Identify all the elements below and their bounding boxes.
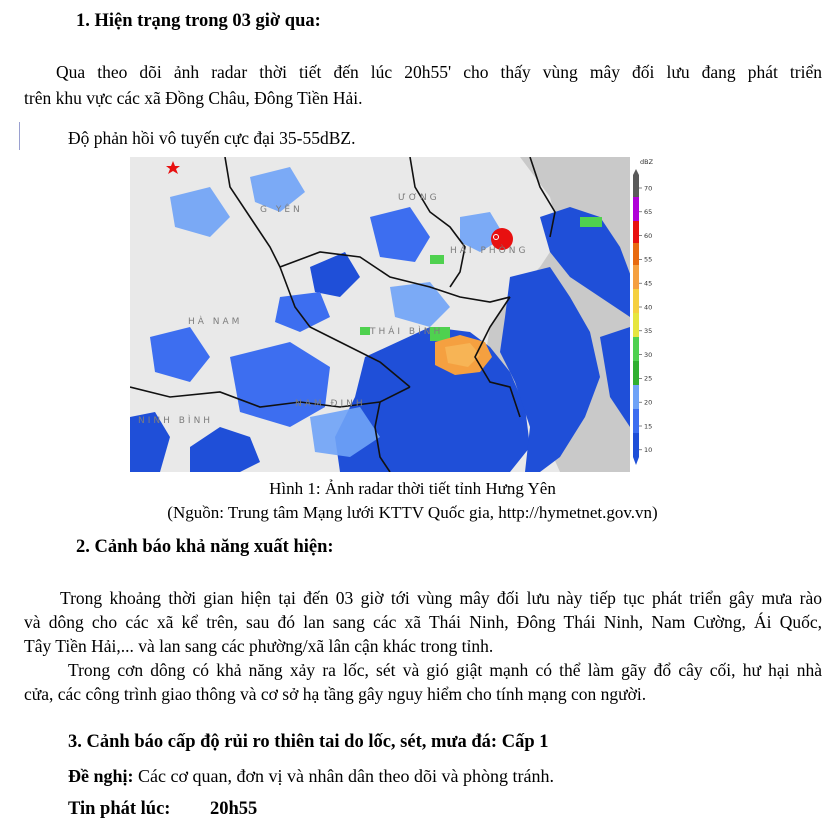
legend-tick-label: 40 — [644, 303, 653, 312]
legend-tick-label: 20 — [644, 398, 653, 407]
section-1-para-line-1: Qua theo dõi ảnh radar thời tiết đến lúc 20h55' cho thấy vùng mây đối lưu đang phát triển — [56, 62, 822, 82]
legend-tick-label: 10 — [644, 446, 653, 455]
reflectivity-text: Độ phản hồi vô tuyến cực đại 35-55dBZ. — [68, 128, 356, 148]
legend-tick-label: 35 — [644, 327, 653, 336]
map-label-nam-dinh: NAM ĐỊNH — [295, 399, 366, 409]
dbz-legend — [630, 157, 655, 472]
legend-tick-label: 65 — [644, 208, 653, 217]
advice-text: Các cơ quan, đơn vị và nhân dân theo dõi và phòng tránh. — [133, 766, 554, 786]
figure-source: (Nguồn: Trung tâm Mạng lưới KTTV Quốc gia, http://hymetnet.gov.vn) — [167, 503, 658, 522]
legend-tick-label: 25 — [644, 374, 653, 383]
legend-tick-label: 55 — [644, 255, 653, 264]
issued-label: Tin phát lúc: — [68, 799, 171, 819]
legend-unit: dBZ — [640, 158, 654, 166]
section-2-line-4: Trong cơn dông có khả năng xảy ra lốc, sét và gió giật mạnh có thể làm gãy đổ cây cối, hư hại nhà — [68, 660, 822, 680]
map-label-hai-phong: HẢI PHÒNG — [450, 246, 529, 256]
section-2-line-3: Tây Tiền Hải,... và lan sang các phường/xã lân cận khác trong tỉnh. — [24, 636, 494, 656]
section-1-heading: 1. Hiện trạng trong 03 giờ qua: — [76, 11, 321, 31]
section-2-heading: 2. Cảnh báo khả năng xuất hiện: — [76, 537, 334, 557]
legend-tick-label: 45 — [644, 279, 653, 288]
section-1-para-line-2: trên khu vực các xã Đồng Châu, Đông Tiền Hải. — [24, 88, 363, 108]
figure-caption: Hình 1: Ảnh radar thời tiết tỉnh Hưng Yên — [269, 479, 556, 498]
map-label-ha-nam: HÀ NAM — [188, 317, 243, 327]
advice-label: Đề nghị: — [68, 766, 134, 786]
cursor-mark — [19, 122, 20, 150]
map-label-ninh-binh: NINH BÌNH — [138, 416, 214, 426]
section-2-line-1: Trong khoảng thời gian hiện tại đến 03 giờ tới vùng mây đối lưu này tiếp tục phát triển gây mưa rào — [60, 588, 822, 608]
issued-time: 20h55 — [210, 799, 258, 819]
map-label-thai-binh: THÁI BÌNH — [370, 327, 444, 337]
radar-image — [130, 157, 655, 472]
advice-line — [68, 765, 554, 787]
legend-tick-label: 15 — [644, 422, 653, 431]
section-2-line-2: và dông cho các xã kể trên, sau đó lan sang các xã Thái Ninh, Đông Thái Ninh, Nam Cường, Ái Quốc, — [24, 612, 822, 632]
map-label-hung-yen: G YÊN — [260, 205, 303, 215]
section-2-line-5: cửa, các công trình giao thông và cơ sở hạ tầng gây nguy hiểm cho tính mạng con người. — [24, 684, 647, 704]
map-label-duong: ƯƠNG — [398, 193, 440, 203]
legend-tick-label: 70 — [644, 184, 653, 193]
legend-tick-label: 30 — [644, 350, 653, 359]
legend-tick-label: 60 — [644, 231, 653, 240]
section-3-heading: 3. Cảnh báo cấp độ rủi ro thiên tai do lốc, sét, mưa đá: Cấp 1 — [68, 732, 549, 752]
